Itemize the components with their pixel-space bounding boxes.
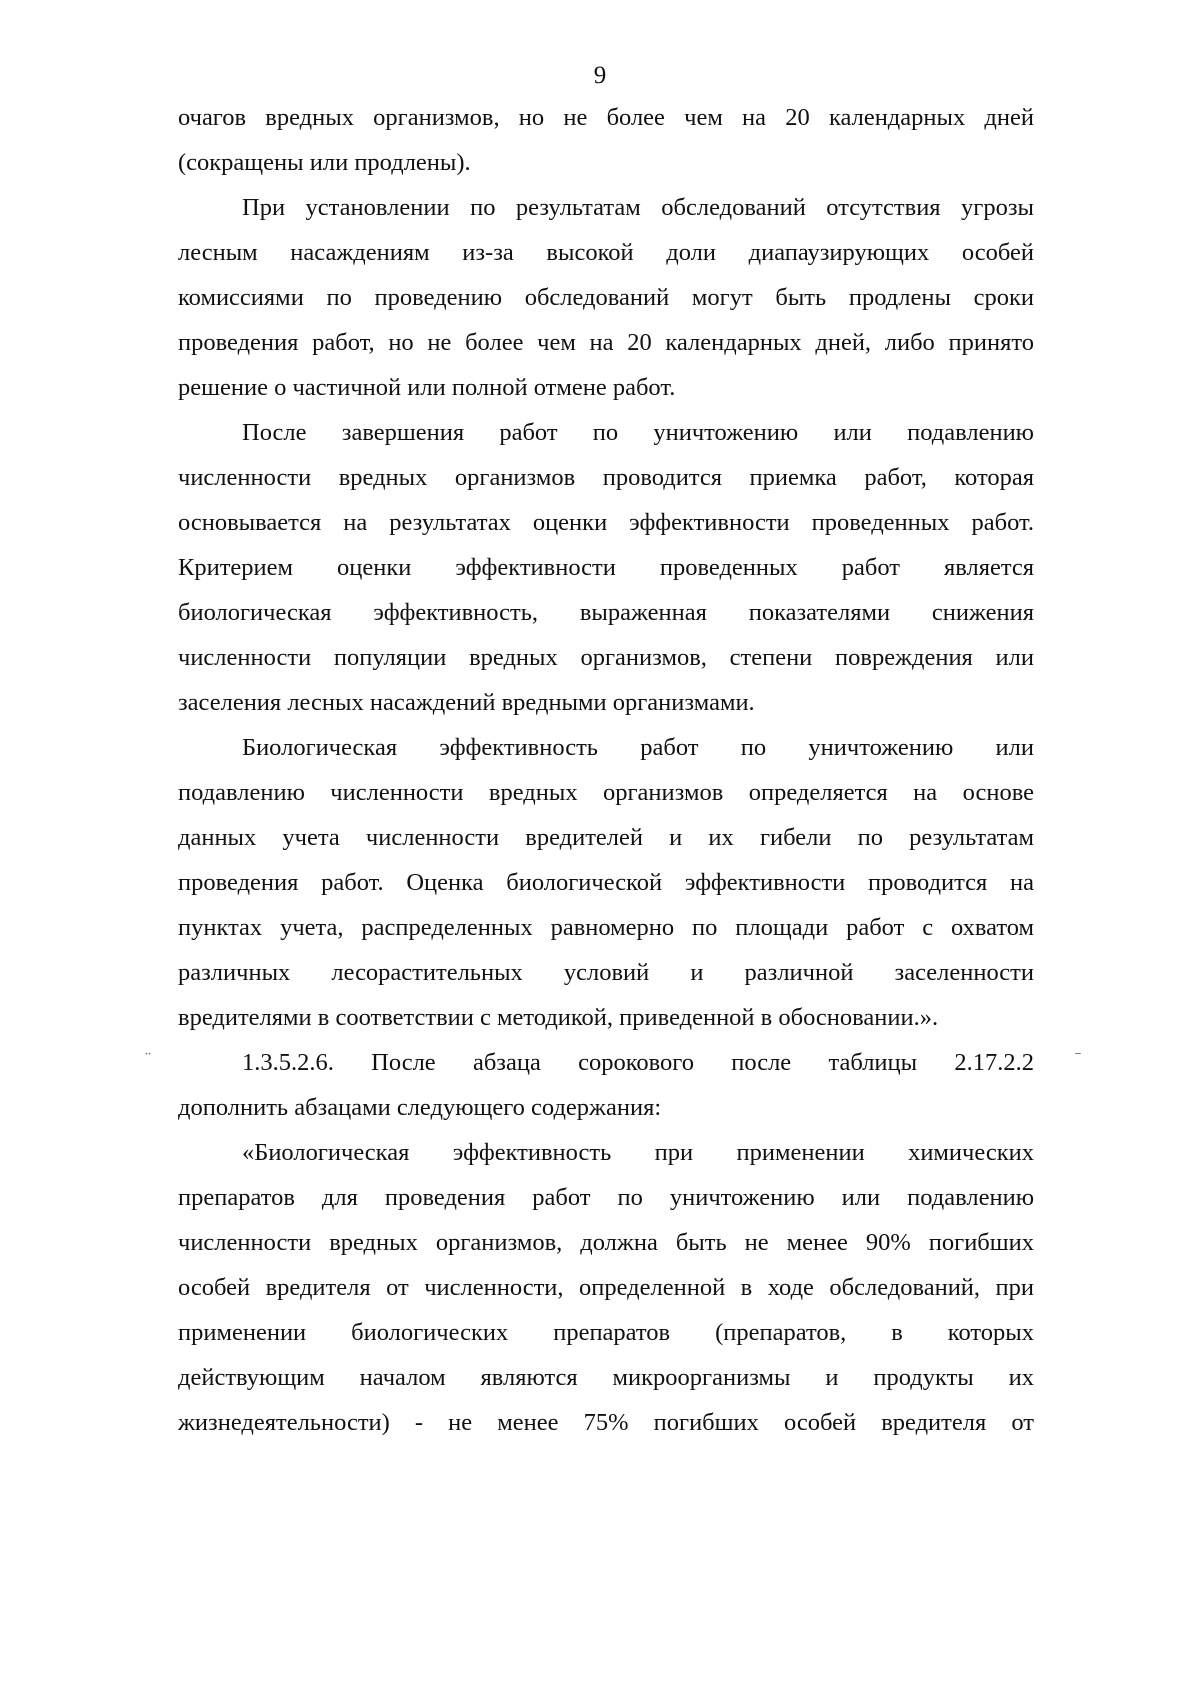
text-line: проведения работ, но не более чем на 20 календарных дней, либо принято	[178, 329, 1034, 356]
text-line: «Биологическая эффективность при применении химических	[242, 1139, 1034, 1166]
paragraph	[178, 1130, 1034, 1445]
text-line: комиссиями по проведению обследований могут быть продлены сроки	[178, 284, 1034, 311]
text-line: различных лесорастительных условий и различной заселенности	[178, 959, 1034, 986]
paragraph	[178, 1040, 1034, 1130]
text-line: численности популяции вредных организмов, степени повреждения или	[178, 644, 1034, 671]
document-body	[178, 95, 1034, 1445]
text-line: (сокращены или продлены).	[178, 149, 471, 176]
text-line: Биологическая эффективность работ по уничтожению или	[242, 734, 1034, 761]
text-line: жизнедеятельности) - не менее 75% погибших особей вредителя от	[178, 1409, 1034, 1436]
text-line: решение о частичной или полной отмене работ.	[178, 374, 676, 401]
text-line: вредителями в соответствии с методикой, приведенной в обосновании.».	[178, 1004, 939, 1031]
paragraph	[178, 725, 1034, 1040]
text-line: дополнить абзацами следующего содержания:	[178, 1094, 662, 1121]
paragraph	[178, 95, 1034, 185]
text-line: 1.3.5.2.6. После абзаца сорокового после таблицы 2.17.2.2	[242, 1049, 1034, 1076]
text-line: численности вредных организмов проводится приемка работ, которая	[178, 464, 1034, 491]
text-line: препаратов для проведения работ по уничтожению или подавлению	[178, 1184, 1034, 1211]
text-line: особей вредителя от численности, определенной в ходе обследований, при	[178, 1274, 1034, 1301]
text-line: лесным насаждениям из-за высокой доли диапаузирующих особей	[178, 239, 1034, 266]
paragraph	[178, 410, 1034, 725]
text-line: При установлении по результатам обследований отсутствия угрозы	[242, 194, 1034, 221]
text-line: действующим началом являются микроорганизмы и продукты их	[178, 1364, 1034, 1391]
text-line: проведения работ. Оценка биологической эффективности проводится на	[178, 869, 1034, 896]
text-line: биологическая эффективность, выраженная показателями снижения	[178, 599, 1034, 626]
text-line: пунктах учета, распределенных равномерно по площади работ с охватом	[178, 914, 1034, 941]
scan-artifact: ¨	[145, 1048, 151, 1068]
scan-artifact: ˉ	[1075, 1048, 1081, 1068]
text-line: Критерием оценки эффективности проведенных работ является	[178, 554, 1034, 581]
paragraph	[178, 185, 1034, 410]
text-line: очагов вредных организмов, но не более чем на 20 календарных дней	[178, 104, 1034, 131]
text-line: данных учета численности вредителей и их гибели по результатам	[178, 824, 1034, 851]
text-line: численности вредных организмов, должна быть не менее 90% погибших	[178, 1229, 1034, 1256]
text-line: подавлению численности вредных организмов определяется на основе	[178, 779, 1034, 806]
page-number: 9	[593, 62, 607, 89]
text-line: заселения лесных насаждений вредными организмами.	[178, 689, 755, 716]
text-line: применении биологических препаратов (препаратов, в которых	[178, 1319, 1034, 1346]
text-line: основывается на результатах оценки эффективности проведенных работ.	[178, 509, 1034, 536]
text-line: После завершения работ по уничтожению или подавлению	[242, 419, 1034, 446]
